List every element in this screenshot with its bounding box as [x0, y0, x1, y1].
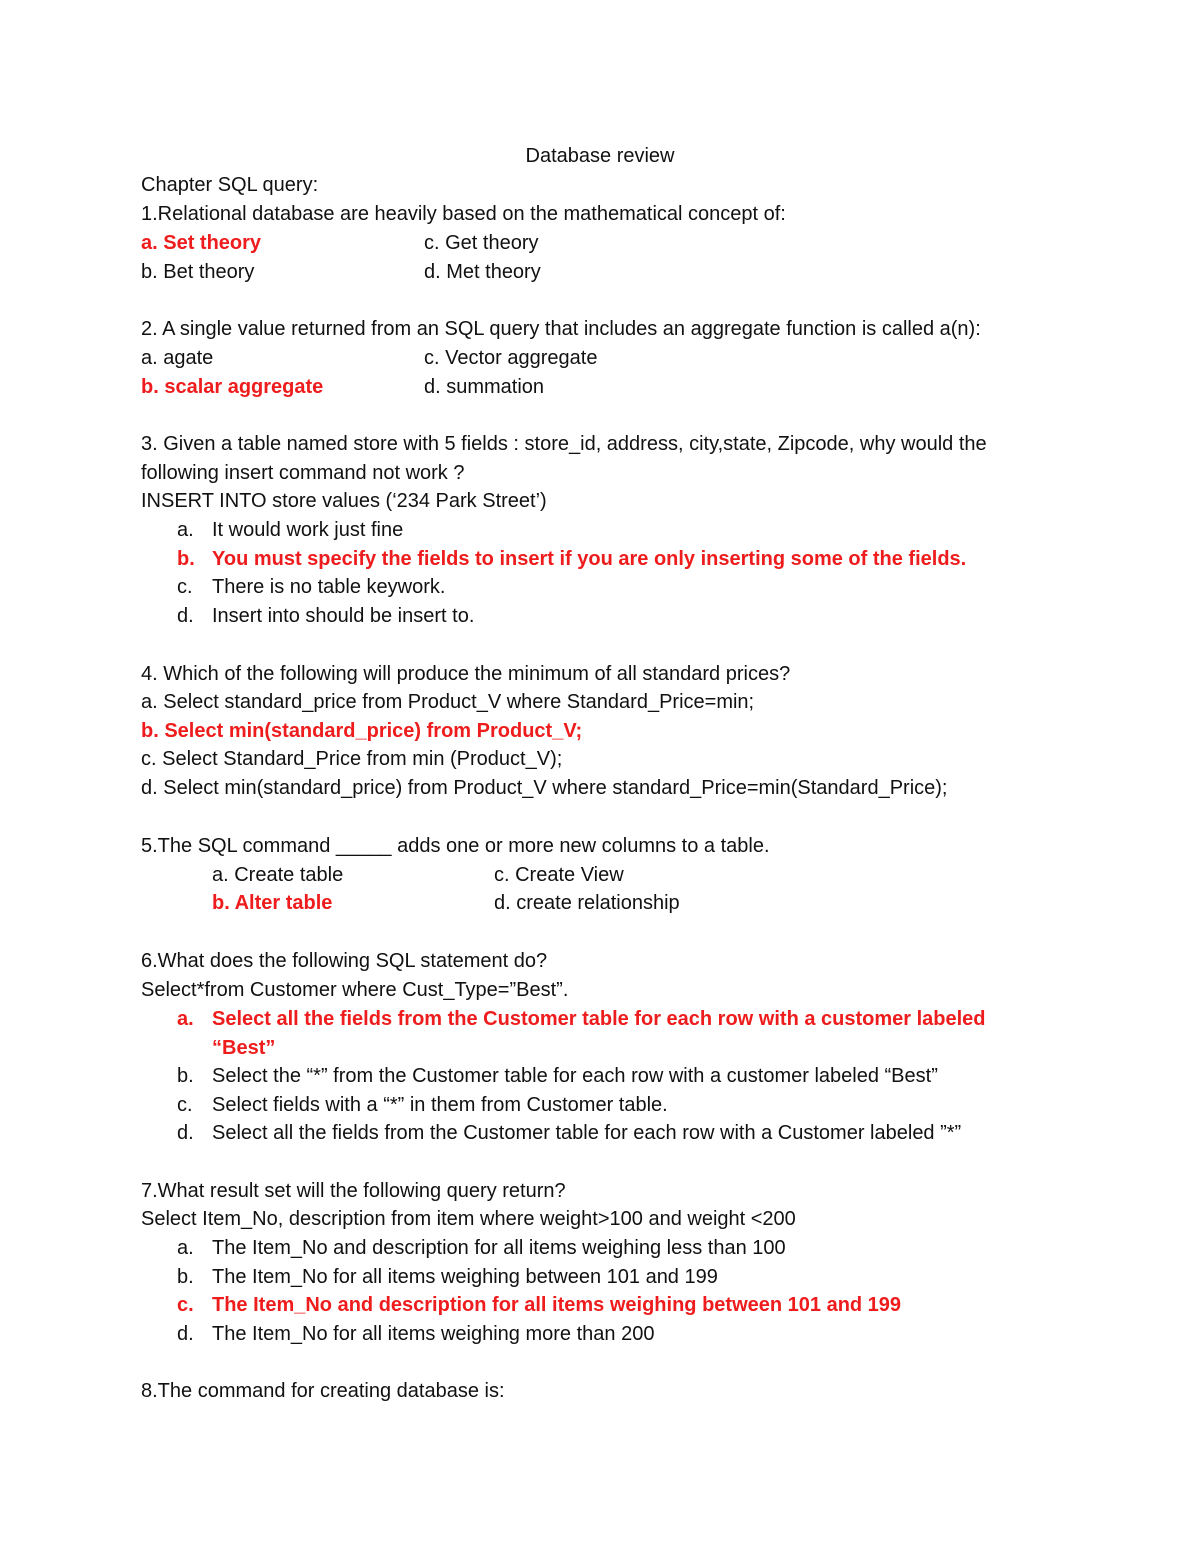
q7-option-d-text: The Item_No for all items weighing more than 200	[212, 1323, 655, 1345]
q7-question: 7.What result set will the following query return?	[141, 1180, 566, 1202]
q4-question: 4. Which of the following will produce the minimum of all standard prices?	[141, 663, 791, 685]
q1-option-c: c. Get theory	[424, 232, 539, 254]
q1-question: 1.Relational database are heavily based on the mathematical concept of:	[141, 203, 786, 225]
q4-option-a: a. Select standard_price from Product_V where Standard_Price=min;	[141, 691, 755, 713]
q3-option-c-text: There is no table keywork.	[212, 576, 446, 598]
q5-option-b-answer: b. Alter table	[212, 892, 333, 914]
q7-option-d-marker: d.	[177, 1323, 194, 1345]
q2-option-c: c. Vector aggregate	[424, 347, 598, 369]
q7-code: Select Item_No, description from item where weight>100 and weight <200	[141, 1208, 796, 1230]
q2-question: 2. A single value returned from an SQL query that includes an aggregate function is called a(n):	[141, 318, 981, 340]
q5-option-d: d. create relationship	[494, 892, 680, 914]
q6-option-b-marker: b.	[177, 1065, 194, 1087]
q6-option-b-text: Select the “*” from the Customer table for each row with a customer labeled “Best”	[212, 1065, 938, 1087]
q6-code: Select*from Customer where Cust_Type=”Best”.	[141, 979, 569, 1001]
q3-option-d-marker: d.	[177, 605, 194, 627]
q8-question: 8.The command for creating database is:	[141, 1380, 505, 1402]
q2-option-d: d. summation	[424, 376, 545, 398]
q5-option-a: a. Create table	[212, 864, 344, 886]
q4-option-d: d. Select min(standard_price) from Product_V where standard_Price=min(Standard_Price);	[141, 777, 948, 799]
chapter-heading: Chapter SQL query:	[141, 174, 319, 196]
q6-option-a-answer-cont: “Best”	[212, 1037, 276, 1059]
q7-option-b-marker: b.	[177, 1266, 194, 1288]
q4-option-b-answer: b. Select min(standard_price) from Product_V;	[141, 720, 583, 742]
q7-option-b-text: The Item_No for all items weighing between 101 and 199	[212, 1266, 718, 1288]
q3-option-b-answer: You must specify the fields to insert if you are only inserting some of the fields.	[212, 548, 967, 570]
q6-option-a-marker: a.	[177, 1008, 194, 1030]
q5-option-c: c. Create View	[494, 864, 624, 886]
q6-option-a-answer: Select all the fields from the Customer table for each row with a customer labeled	[212, 1008, 986, 1030]
q6-option-c-marker: c.	[177, 1094, 193, 1116]
q3-option-c-marker: c.	[177, 576, 193, 598]
q5-question: 5.The SQL command _____ adds one or more new columns to a table.	[141, 835, 770, 857]
q3-option-b-marker: b.	[177, 548, 195, 570]
q7-option-c-marker: c.	[177, 1294, 194, 1316]
q2-option-b-answer: b. scalar aggregate	[141, 376, 324, 398]
q7-option-a-text: The Item_No and description for all items weighing less than 100	[212, 1237, 786, 1259]
q6-option-d-text: Select all the fields from the Customer table for each row with a Customer labeled ”*”	[212, 1122, 962, 1144]
q6-option-c-text: Select fields with a “*” in them from Customer table.	[212, 1094, 668, 1116]
q3-code: INSERT INTO store values (‘234 Park Street’)	[141, 490, 547, 512]
q3-option-a-marker: a.	[177, 519, 194, 541]
q1-option-a-answer: a. Set theory	[141, 232, 262, 254]
q6-question: 6.What does the following SQL statement do?	[141, 950, 548, 972]
q7-option-c-answer: The Item_No and description for all items weighing between 101 and 199	[212, 1294, 902, 1316]
q1-option-b: b. Bet theory	[141, 261, 255, 283]
document-title: Database review	[525, 145, 675, 167]
q3-question-line2: following insert command not work ?	[141, 462, 465, 484]
q1-option-d: d. Met theory	[424, 261, 541, 283]
q6-option-d-marker: d.	[177, 1122, 194, 1144]
q3-option-d-text: Insert into should be insert to.	[212, 605, 475, 627]
q3-option-a-text: It would work just fine	[212, 519, 404, 541]
q4-option-c: c. Select Standard_Price from min (Product_V);	[141, 748, 563, 770]
q2-option-a: a. agate	[141, 347, 214, 369]
q7-option-a-marker: a.	[177, 1237, 194, 1259]
q3-question-line1: 3. Given a table named store with 5 fields : store_id, address, city,state, Zipcode, why would the	[141, 433, 987, 455]
